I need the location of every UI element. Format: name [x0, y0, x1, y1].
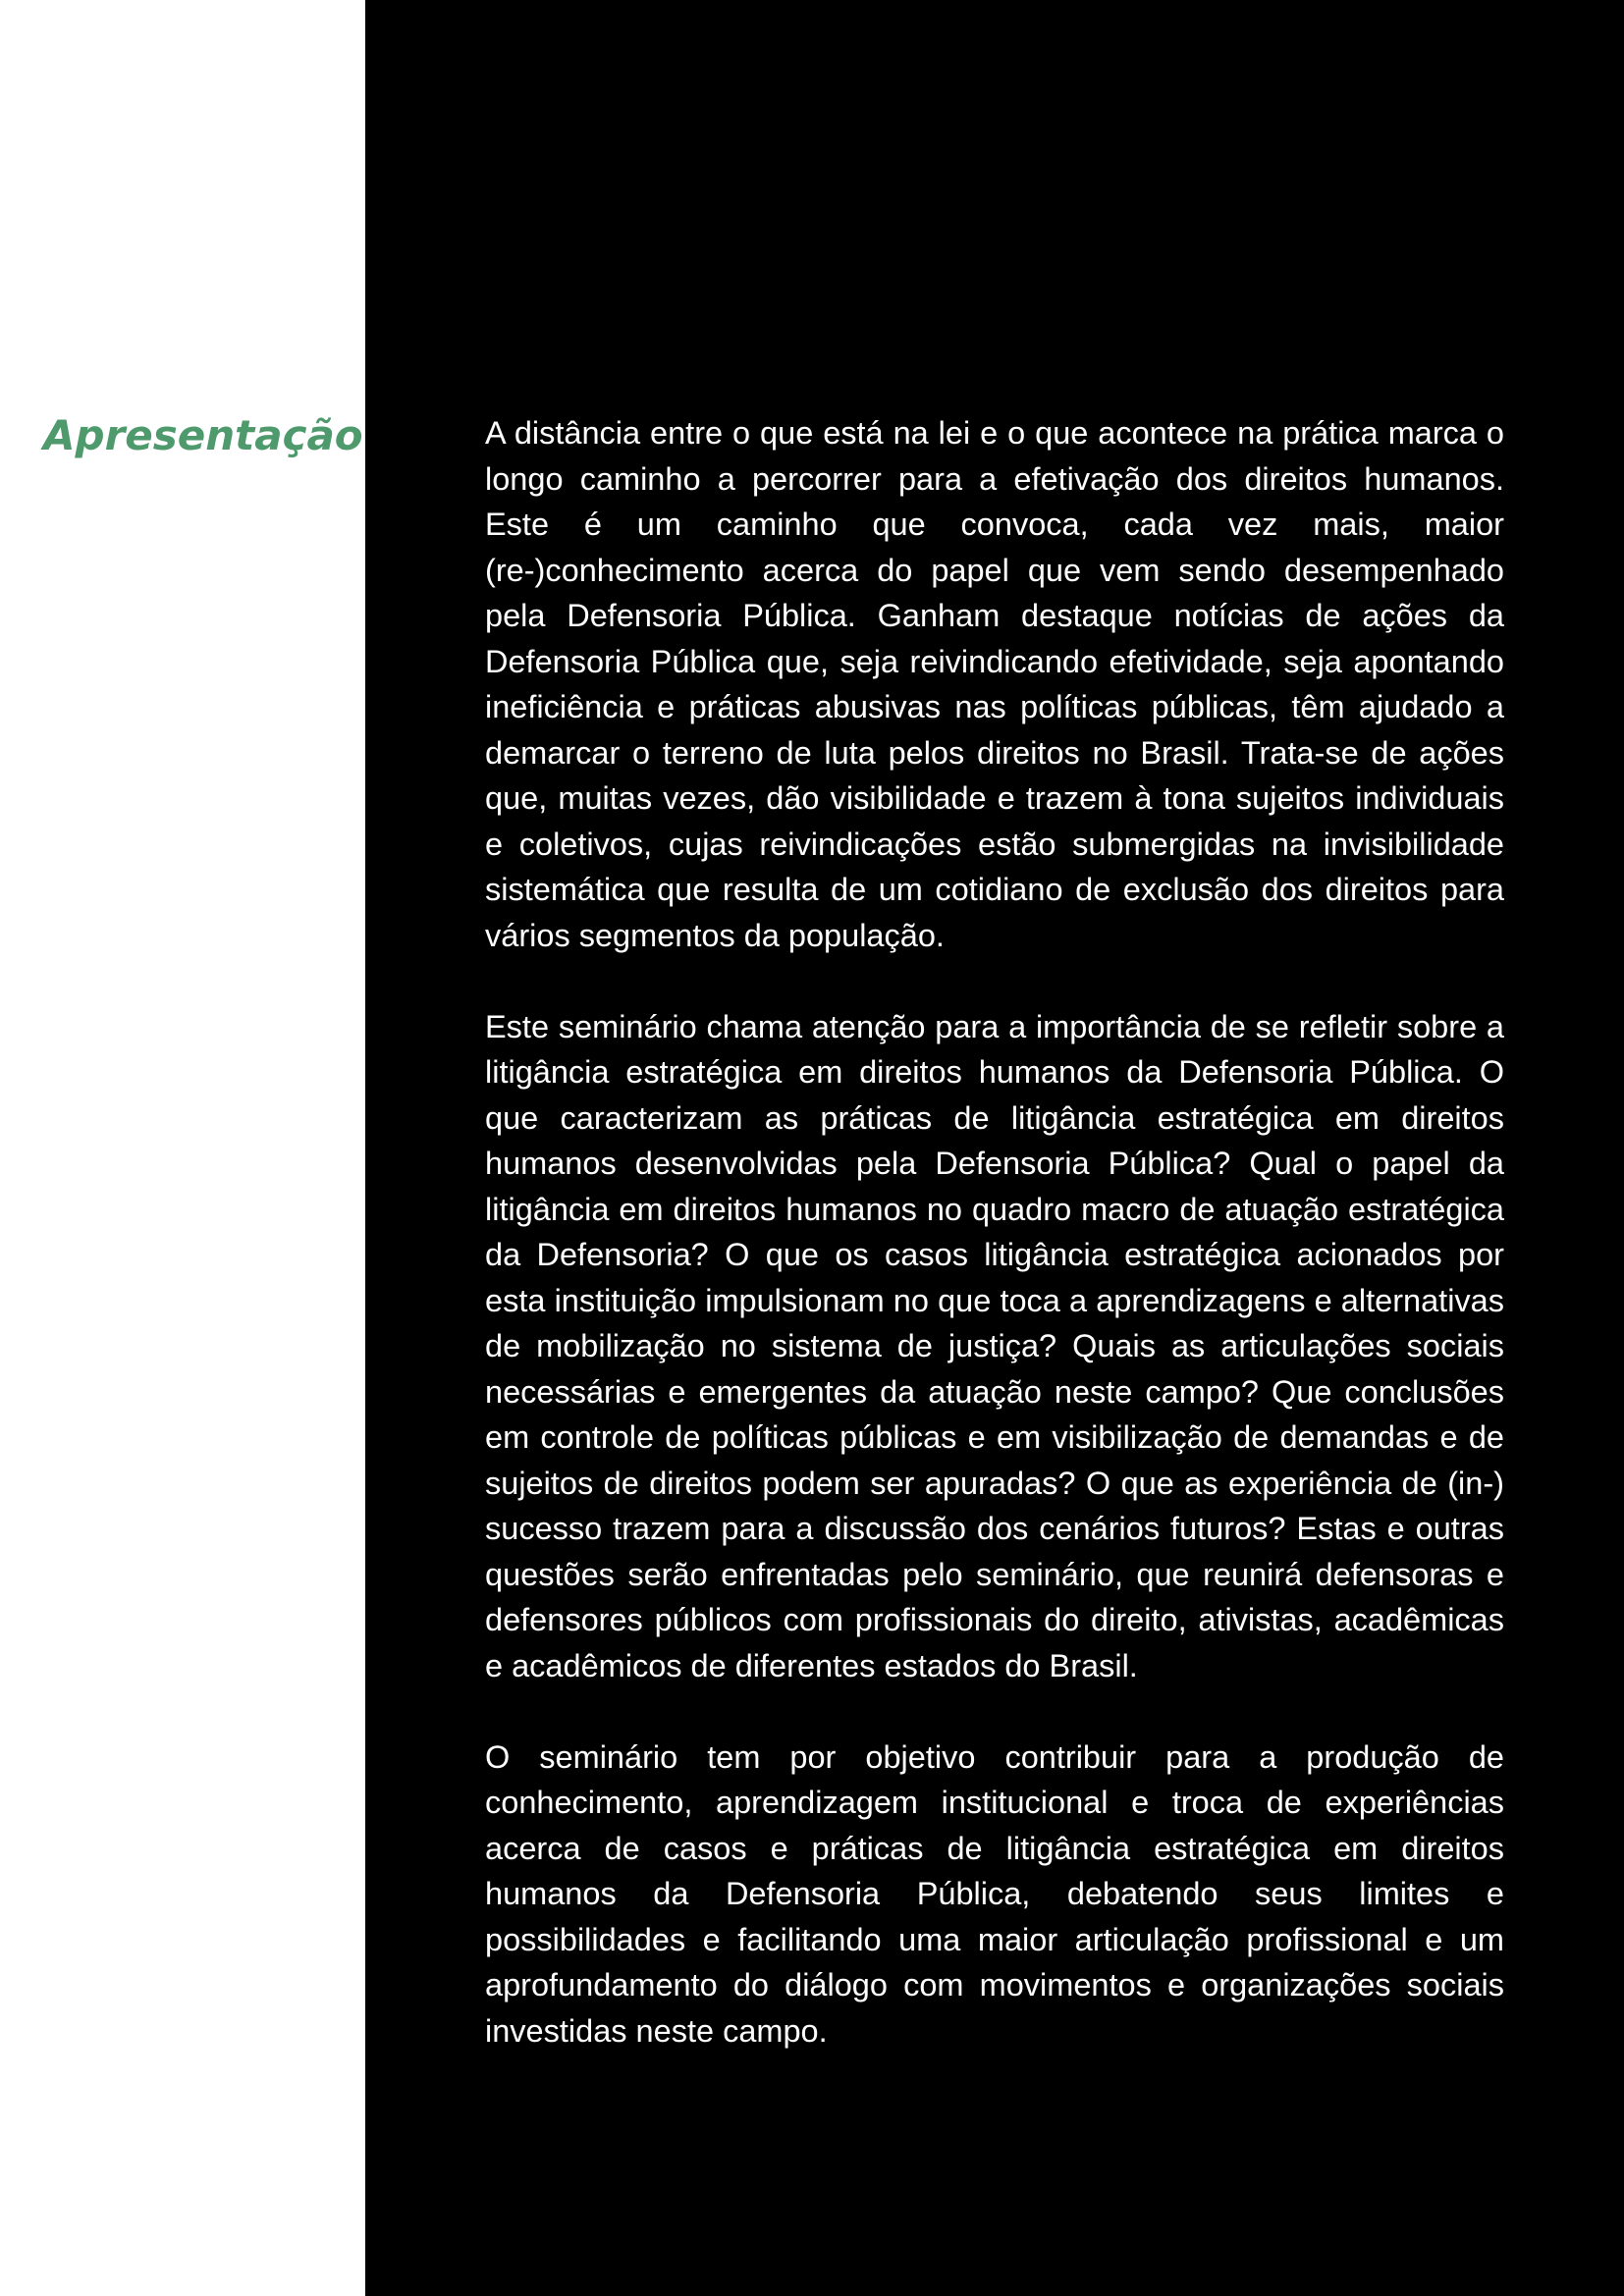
paragraph-objective: O seminário tem por objetivo contribuir para a produção de conhecimento, aprendizagem institucional e troca de experiências acerca de casos e práticas de litigância estratégica em direitos humanos da Defensoria Pública, debatendo seus limites e possibilidades e facilitando uma maior articulação profissional e um aprofundamento do diálogo com movimentos e organizações sociais investidas neste campo.: [485, 1738, 1504, 2049]
section-title: Apresentação: [43, 411, 363, 459]
sidebar: [0, 0, 365, 2296]
body-text: [485, 410, 1504, 2054]
paragraph-seminar-questions: Este seminário chama atenção para a importância de se refletir sobre a litigância estratégica em direitos humanos da Defensoria Pública. O que caracterizam as práticas de litigância estratégica em direitos humanos desenvolvidas pela Defensoria Pública? Qual o papel da litigância em direitos humanos no quadro macro de atuação estratégica da Defensoria? O que os casos litigância estratégica acionados por esta instituição impulsionam no que toca a aprendizagens e alternativas de mobilização no sistema de justiça? Quais as articulações sociais necessárias e emergentes da atuação neste campo? Que conclusões em controle de políticas públicas e em visibilização de demandas e de sujeitos de direitos podem ser apuradas? O que as experiência de (in-) sucesso trazem para a discussão dos cenários futuros? Estas e outras questões serão enfrentadas pelo seminário, que reunirá defensoras e defensores públicos com profissionais do direito, ativistas, acadêmicas e acadêmicos de diferentes estados do Brasil.: [485, 1008, 1504, 1683]
paragraph-intro: A distância entre o que está na lei e o que acontece na prática marca o longo caminho a percorrer para a efetivação dos direitos humanos. Este é um caminho que convoca, cada vez mais, maior (re-)conhecimento acerca do papel que vem sendo desempenhado pela Defensoria Pública. Ganham destaque notícias de ações da Defensoria Pública que, seja reivindicando efetividade, seja apontando ineficiência e práticas abusivas nas políticas públicas, têm ajudado a demarcar o terreno de luta pelos direitos no Brasil. Trata-se de ações que, muitas vezes, dão visibilidade e trazem à tona sujeitos individuais e coletivos, cujas reivindicações estão submergidas na invisibilidade sistemática que resulta de um cotidiano de exclusão dos direitos para vários segmentos da população.: [485, 415, 1504, 953]
